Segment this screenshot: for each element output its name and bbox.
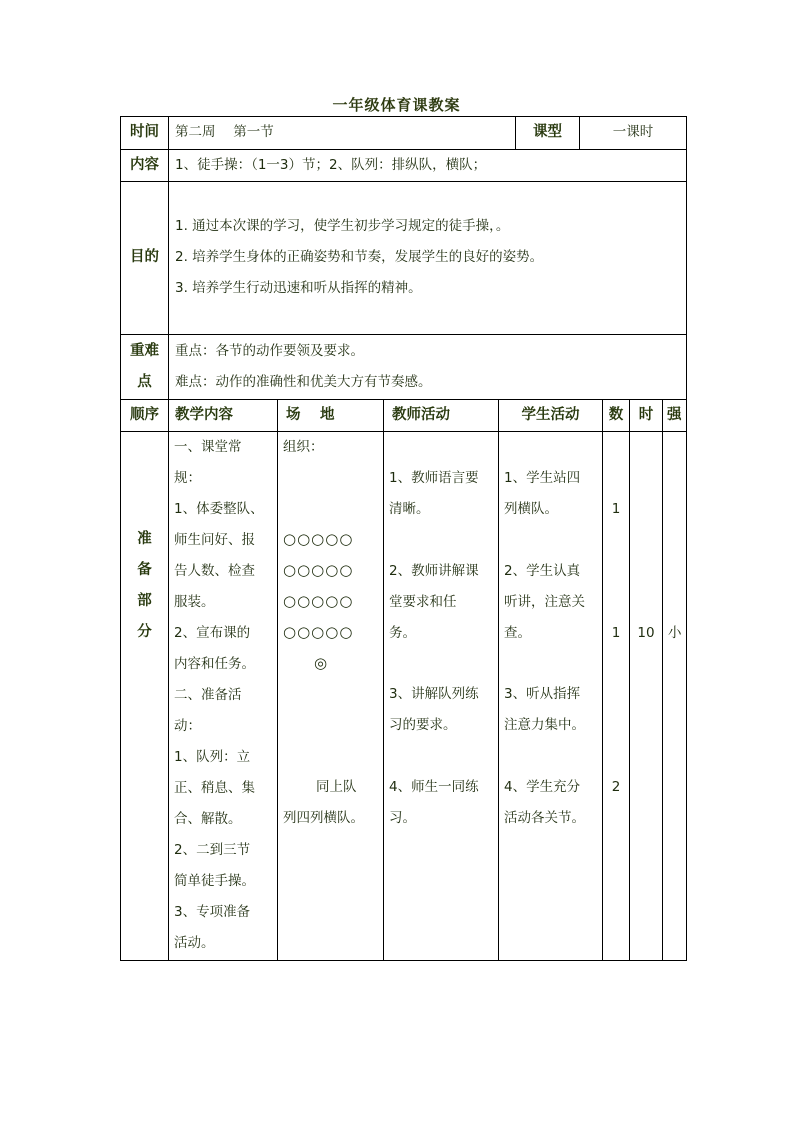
lesson-type-label: 课型 [533, 124, 562, 140]
column-header-student-activity: 学生活动 [521, 407, 580, 423]
purpose-label: 目的 [130, 249, 159, 265]
teaching-content-line: 规： [174, 470, 201, 486]
keypoint-line: 重点：各节的动作要领及要求。 [175, 343, 364, 359]
student-activity-line: 列横队。 [504, 501, 558, 517]
time-minutes: 10 [637, 625, 655, 641]
teacher-activity-line: 1、教师语言要 [389, 470, 479, 486]
intensity-value: 小 [668, 625, 682, 641]
teaching-content-line: 服装。 [174, 594, 215, 610]
teacher-activity-line: 4、师生一同练 [389, 779, 479, 795]
section-label-char: 部 [137, 593, 152, 609]
lesson-type-value: 一课时 [612, 124, 654, 140]
column-header-intensity: 强 [667, 407, 682, 423]
student-activity-line: 听讲，注意关 [504, 594, 585, 610]
formation-row: ○○○○○ [283, 561, 354, 579]
teaching-content-line: 动： [174, 718, 201, 734]
purpose-item: 3. 培养学生行动迅速和听从指挥的精神。 [175, 280, 422, 296]
teaching-content-line: 1、体委整队、 [174, 501, 264, 517]
teaching-content-line: 师生问好、报 [174, 532, 255, 548]
student-activity-line: 2、学生认真 [504, 563, 581, 579]
teaching-content-line: 一、课堂常 [174, 439, 242, 455]
formation-row: ○○○○○ [283, 530, 354, 548]
teacher-position-mark: ◎ [314, 654, 328, 672]
section-label-char: 分 [137, 624, 152, 640]
count-value: 2 [611, 779, 621, 795]
column-header-teaching-content: 教学内容 [175, 407, 233, 423]
teacher-activity-line: 习的要求。 [389, 717, 457, 733]
student-activity-4 [504, 772, 585, 834]
teaching-content-line: 3、专项准备 [174, 904, 251, 920]
content-value: 1、徒手操：（1一3）节；2、队列：排纵队，横队； [175, 157, 487, 173]
teaching-content-line: 告人数、检查 [174, 563, 255, 579]
section-label-char: 准 [137, 531, 152, 547]
teaching-content-line: 简单徒手操。 [174, 873, 255, 889]
student-activity-line: 4、学生充分 [504, 779, 581, 795]
teacher-activity-3 [389, 679, 479, 741]
purpose-item: 1. 通过本次课的学习，使学生初步学习规定的徒手操，。 [175, 218, 510, 234]
student-activity-2 [504, 556, 585, 649]
student-activity-3 [504, 679, 585, 741]
teacher-activity-line: 2、教师讲解课 [389, 563, 479, 579]
venue-note-line: 列四列横队。 [283, 810, 364, 826]
keypoints-list [175, 336, 432, 398]
student-activity-line: 注意力集中。 [504, 717, 585, 733]
teacher-activity-line: 堂要求和任 [389, 594, 457, 610]
teaching-content-line: 正、稍息、集 [174, 780, 255, 796]
formation-row: ○○○○○ [283, 623, 354, 641]
keypoints-label-line: 重难 [130, 343, 159, 359]
column-header-venue: 场 地 [286, 407, 335, 423]
time-value: 第二周 第一节 [175, 124, 274, 140]
formation-diagram [283, 524, 353, 648]
purpose-list [175, 211, 543, 304]
teaching-content-line: 合、解散。 [174, 811, 242, 827]
teacher-activity-4 [389, 772, 479, 834]
count-value: 1 [611, 625, 621, 641]
teaching-content-line: 内容和任务。 [174, 656, 255, 672]
venue-note-line: 同上队 [316, 779, 357, 795]
student-activity-line: 查。 [504, 625, 531, 641]
teaching-content-line: 1、队列：立 [174, 749, 251, 765]
column-header-teacher-activity: 教师活动 [392, 407, 450, 423]
keypoints-label-line: 点 [137, 374, 152, 390]
lesson-plan-table [120, 116, 687, 961]
section-label-preparation [121, 524, 168, 648]
venue-same-formation [283, 772, 364, 834]
student-activity-line: 3、听从指挥 [504, 686, 581, 702]
teacher-activity-line: 务。 [389, 625, 416, 641]
section-label-char: 备 [137, 562, 152, 578]
teacher-activity-line: 3、讲解队列练 [389, 686, 479, 702]
teaching-content-list [174, 432, 264, 959]
keypoint-line: 难点：动作的准确性和优美大方有节奏感。 [175, 374, 432, 390]
keypoints-label [121, 336, 168, 398]
teaching-content-line: 2、宣布课的 [174, 625, 251, 641]
teaching-content-line: 2、二到三节 [174, 842, 251, 858]
student-activity-1 [504, 463, 580, 525]
student-activity-line: 1、学生站四 [504, 470, 581, 486]
venue-organization-label: 组织： [283, 439, 324, 455]
student-activity-line: 活动各关节。 [504, 810, 585, 826]
content-label: 内容 [130, 157, 159, 173]
column-header-count: 数 [608, 407, 624, 423]
count-value: 1 [611, 501, 621, 517]
teacher-activity-1 [389, 463, 479, 525]
time-label: 时间 [130, 124, 159, 140]
teaching-content-line: 活动。 [174, 935, 215, 951]
formation-row: ○○○○○ [283, 592, 354, 610]
page-title: 一年级体育课教案 [332, 96, 461, 114]
column-header-order: 顺序 [130, 407, 159, 423]
purpose-item: 2. 培养学生身体的正确姿势和节奏，发展学生的良好的姿势。 [175, 249, 544, 265]
teacher-activity-line: 清晰。 [389, 501, 430, 517]
column-header-time: 时 [638, 407, 654, 423]
teacher-activity-line: 习。 [389, 810, 416, 826]
teaching-content-line: 二、准备活 [174, 687, 242, 703]
teacher-activity-2 [389, 556, 479, 649]
